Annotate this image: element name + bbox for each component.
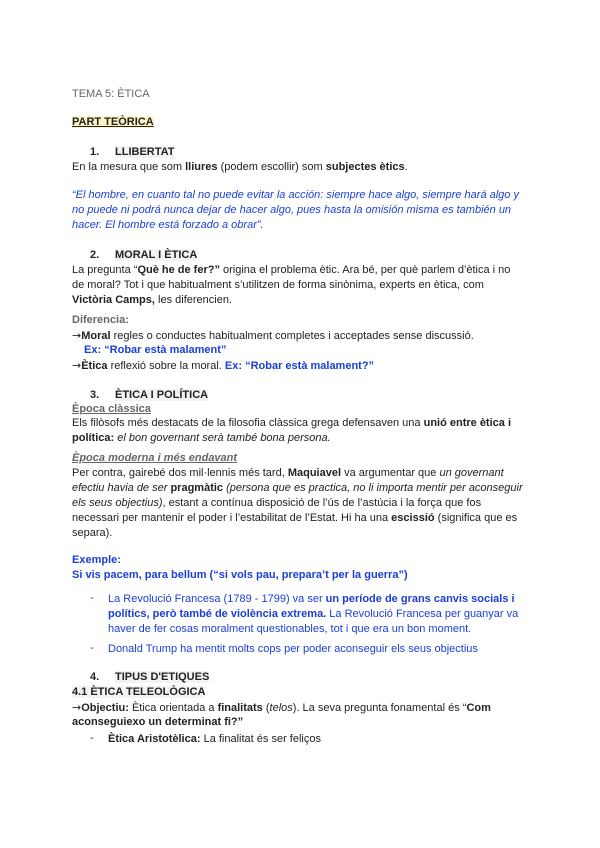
- arrow-icon: →: [72, 329, 82, 342]
- text: (: [262, 702, 270, 714]
- text: La pregunta “: [72, 264, 138, 276]
- s3-p2-line-4: [72, 511, 517, 526]
- s3-p1-line-1: [72, 416, 511, 431]
- section-1-heading: [90, 145, 174, 160]
- section-number: 3.: [90, 389, 100, 401]
- section-title: LLIBERTAT: [115, 146, 175, 158]
- bold-text: Moral: [81, 330, 111, 342]
- section-title: ÈTICA I POLÍTICA: [115, 389, 209, 401]
- bullet-1-line-1: [108, 592, 515, 607]
- subsection-4-1: [72, 685, 205, 700]
- section-number: 2.: [90, 249, 100, 261]
- section-title: MORAL I ÈTICA: [115, 249, 198, 261]
- bold-text: Ètica Aristotèlica:: [108, 733, 201, 745]
- text: regles o conductes habitualment completes i acceptades sense discussió.: [110, 330, 474, 342]
- text: , estant a contínua disposició de l’ús de l’astúcia i la força que fos: [162, 497, 482, 509]
- bold-text: Objectiu:: [81, 702, 129, 714]
- s2-line-3: [72, 293, 232, 308]
- italic-text: efectiu havia de ser: [72, 482, 171, 494]
- bold-text: un període de grans canvis socials i: [325, 593, 515, 605]
- quote-line-3: hacer. El hombre está forzado a obrar”.: [72, 219, 264, 231]
- text: va argumentar que: [341, 467, 440, 479]
- text: Ètica orientada a: [128, 702, 218, 714]
- bold-text: Què he de fer?”: [137, 264, 220, 276]
- bold-text: política:: [72, 432, 115, 444]
- text: Els filòsofs més destacats de la filosofia clàssica grega defensaven una: [72, 417, 424, 429]
- bold-text: Victòria Camps,: [72, 294, 155, 306]
- text: Per contra, gairebé dos mil·lennis més tard,: [72, 467, 288, 479]
- moral-line: [72, 328, 474, 344]
- subsection-title: 4.1 ÈTICA TELEOLÒGICA: [72, 686, 206, 698]
- example-1: Ex: “Robar està malament”: [84, 344, 227, 356]
- subheading-modern-era: Època moderna i més endavant: [72, 452, 238, 464]
- s3-p2-line-5: separa).: [72, 527, 113, 539]
- etica-line: [72, 358, 374, 374]
- s4-line-2: aconseguiexo un determinat fi?”: [72, 716, 244, 728]
- s2-line-2: de moral? Tot i que habitualment s’utilitzen de forma sinònima, experts en ètica, com: [72, 279, 484, 291]
- bold-text: pragmàtic: [170, 482, 224, 494]
- subheading-classic-era: Època clàssica: [72, 403, 151, 415]
- bullet-2: Donald Trump ha mentit molts cops per poder aconseguir els seus objectius: [108, 643, 478, 655]
- text: La Revolució Francesa (1789 - 1799) va ser: [108, 593, 326, 605]
- italic-text: els seus objectius): [72, 497, 163, 509]
- bold-text: Maquiavel: [287, 467, 342, 479]
- text: La Revolució Francesa per guanyar va: [326, 608, 519, 620]
- example-line: Si vis pacem, para bellum (“si vols pau, prepara’t per la guerra”): [72, 569, 408, 581]
- section-2-heading: [90, 248, 197, 263]
- italic-text: (persona que es practica, no li importa mentir per aconseguir: [223, 482, 523, 494]
- text: reflexió sobre la moral.: [107, 360, 225, 372]
- example-2: Ex: “Robar està malament?”: [224, 360, 375, 372]
- section-number: 1.: [90, 146, 100, 158]
- bold-text: Com: [466, 702, 491, 714]
- section-4-heading: [90, 670, 209, 685]
- s1-paragraph: [72, 160, 408, 175]
- s3-p1-line-2: [72, 431, 331, 446]
- example-label: Exemple:: [72, 554, 121, 566]
- bold-text: lliures: [185, 161, 218, 173]
- s3-p2-line-1: [72, 466, 504, 481]
- part-heading: [72, 115, 154, 130]
- s3-p2-line-3: [72, 496, 481, 511]
- text: les diferencien.: [154, 294, 232, 306]
- bold-text: polítics, però també de violència extrema.: [108, 608, 327, 620]
- section-3-heading: [90, 388, 208, 403]
- bold-text: finalitats: [217, 702, 263, 714]
- text: La finalitat és ser feliços: [200, 733, 321, 745]
- bullet-dash: -: [90, 642, 94, 654]
- s4-line-1: [72, 700, 491, 716]
- bold-text: Ètica: [81, 360, 108, 372]
- section-number: 4.: [90, 671, 100, 683]
- text: origina el problema ètic. Ara bé, per què parlem d’ètica i no: [219, 264, 511, 276]
- difference-label: Diferencia:: [72, 314, 129, 326]
- italic-text: el bon governant serà també bona persona.: [114, 432, 331, 444]
- text: (podem escollir) som: [217, 161, 326, 173]
- s4-bullet-1: [108, 732, 321, 747]
- text: necessari per mantenir el poder i l’estabilitat de l’Estat. Hi ha una: [72, 512, 392, 524]
- quote-line-2: no puede ni podrá nunca dejar de hacer algo, pues hasta la omisión misma es también un: [72, 204, 512, 216]
- text: .: [404, 161, 408, 173]
- italic-text: un governant: [439, 467, 504, 479]
- bold-text: subjectes ètics: [325, 161, 405, 173]
- bullet-1-line-2: [108, 607, 518, 622]
- text: ). La seva pregunta fonamental és “: [292, 702, 467, 714]
- arrow-icon: →: [72, 359, 82, 372]
- bullet-dash: -: [90, 592, 94, 604]
- bullet-dash: -: [90, 732, 94, 744]
- bullet-1-line-3: haver de fer cosas moralment questionables, tot i que era un bon moment.: [108, 623, 472, 635]
- part-heading-text: PART TEÒRICA: [72, 116, 154, 128]
- quote-line-1: “El hombre, en cuanto tal no puede evitar la acción: siempre hace algo, siempre hará algo y: [72, 189, 519, 201]
- s2-line-1: [72, 263, 510, 278]
- text: En la mesura que som: [72, 161, 186, 173]
- bold-text: unió entre ètica i: [423, 417, 512, 429]
- arrow-icon: →: [72, 701, 82, 714]
- text: (significa que es: [434, 512, 518, 524]
- bold-text: escissió: [391, 512, 435, 524]
- s3-p2-line-2: [72, 481, 523, 496]
- section-title: TIPUS D'ETIQUES: [115, 671, 210, 683]
- document-title: TEMA 5: ÈTICA: [72, 88, 150, 100]
- italic-text: telos: [269, 702, 293, 714]
